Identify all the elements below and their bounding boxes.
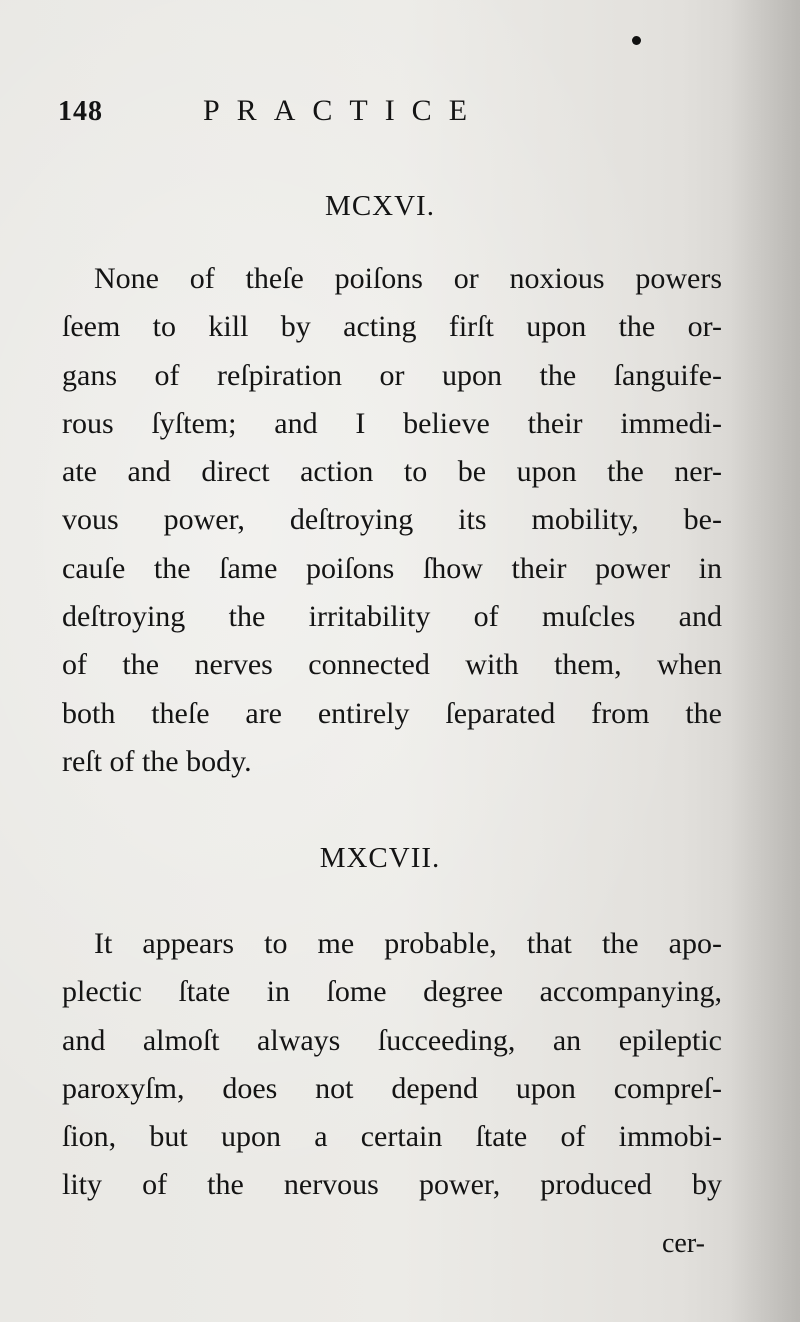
text-line: paroxyſm, does not depend upon compreſ- (62, 1071, 722, 1105)
page-number: 148 (58, 96, 103, 127)
text-line: both theſe are entirely ſeparated from the (62, 696, 722, 730)
text-line: reſt of the body. (62, 744, 252, 778)
text-line: deſtroying the irritability of muſcles and (62, 600, 722, 634)
paragraph (62, 255, 722, 786)
text-line: and almoſt always ſucceeding, an epileptic (62, 1023, 722, 1057)
text-line: rous ſyſtem; and I believe their immedi- (62, 406, 722, 440)
text-line: cauſe the ſame poiſons ſhow their power in (62, 551, 722, 585)
text-line: ſion, but upon a certain ſtate of immobi- (62, 1120, 722, 1154)
paragraph (62, 920, 722, 1210)
text-line: ate and direct action to be upon the ner- (62, 455, 722, 489)
ink-speck (632, 36, 641, 45)
text-line: lity of the nervous power, produced by (62, 1168, 722, 1202)
section-heading: MXCVII. (319, 842, 441, 874)
catchword: cer- (662, 1228, 705, 1259)
text-line: of the nerves connected with them, when (62, 648, 722, 682)
text-line: vous power, deſtroying its mobility, be- (62, 503, 722, 537)
section-heading: MCXVI. (325, 190, 435, 222)
running-title: PRACTICE (203, 94, 485, 127)
text-line: It appears to me probable, that the apo- (94, 927, 722, 960)
text-line: gans of reſpiration or upon the ſanguife- (62, 358, 722, 392)
text-line: ſeem to kill by acting firſt upon the or- (62, 310, 722, 344)
text-line: plectic ſtate in ſome degree accompanying, (62, 975, 722, 1009)
running-head (58, 90, 578, 130)
text-line: None of theſe poiſons or noxious powers (94, 262, 722, 295)
